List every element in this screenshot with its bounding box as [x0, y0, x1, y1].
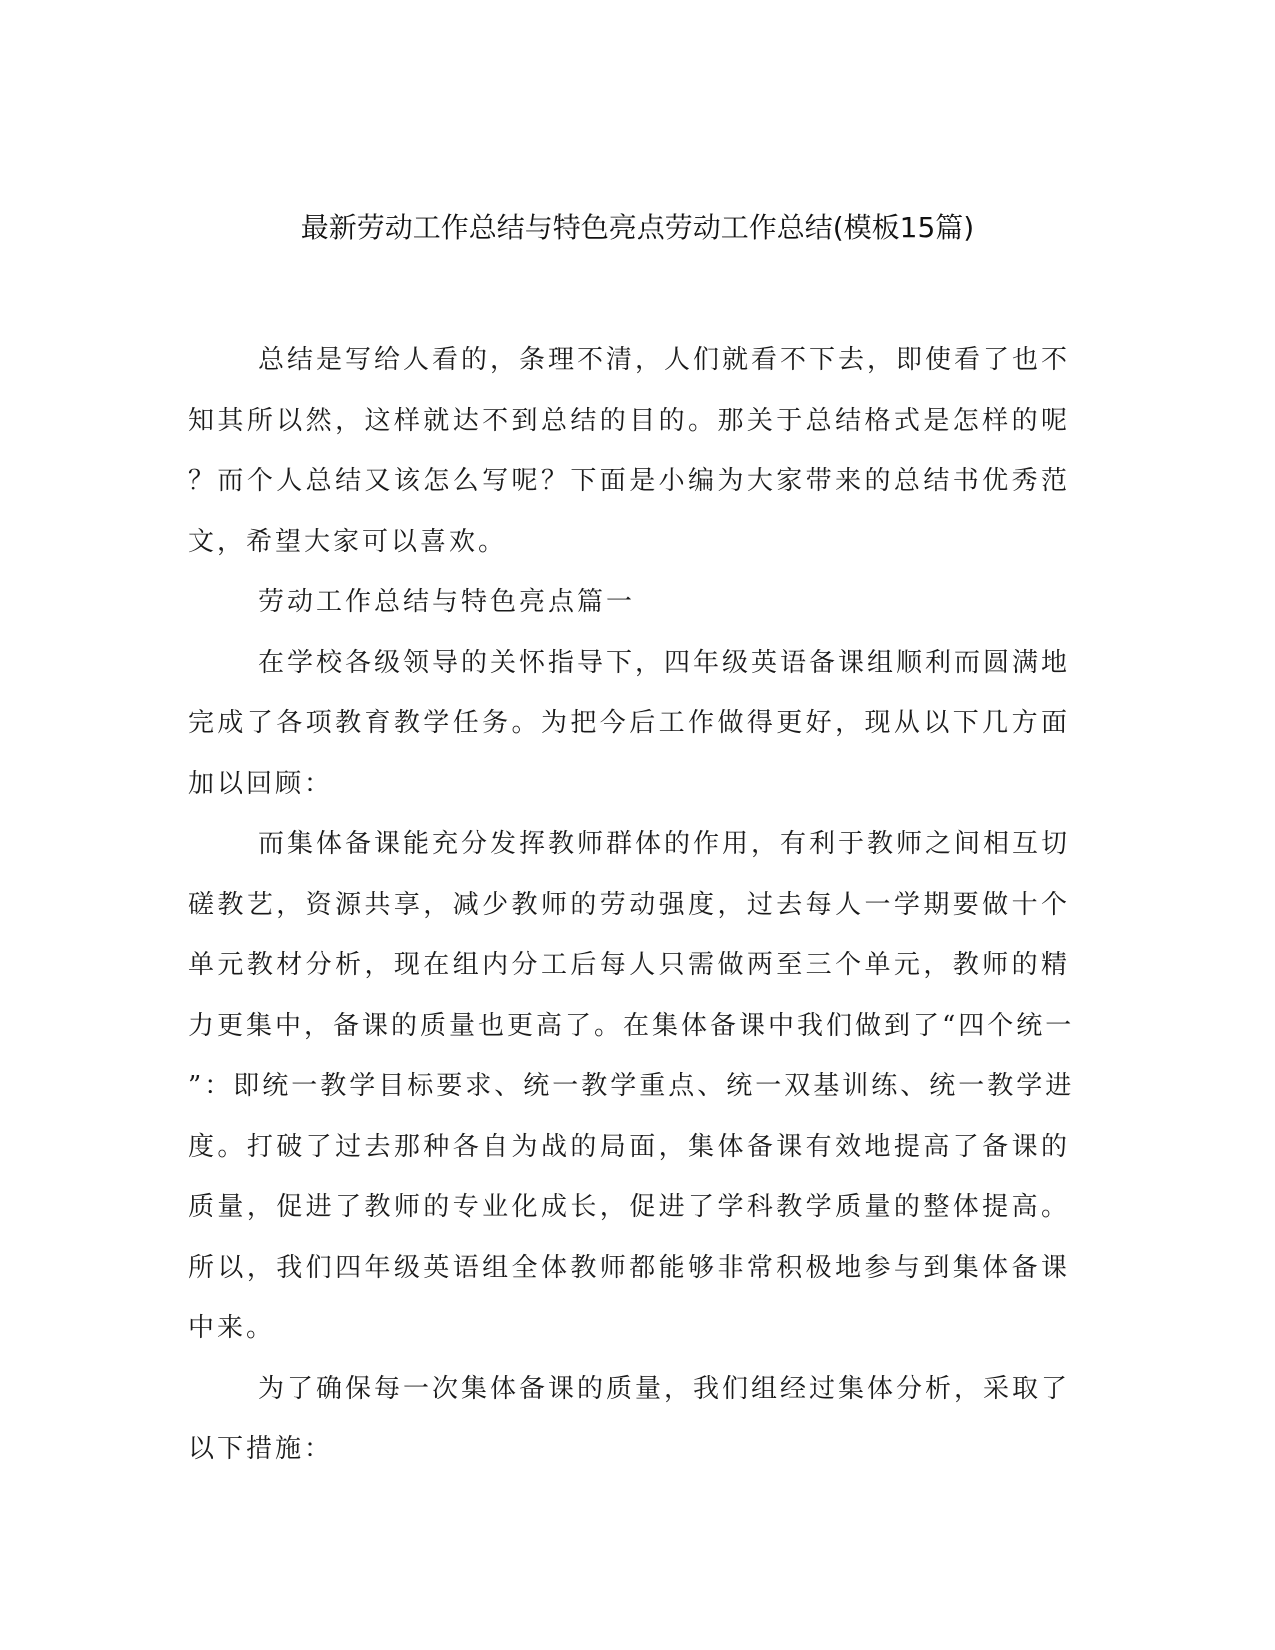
text-line: 总结是写给人看的，条理不清，人们就看不下去，即使看了也不 — [258, 345, 1071, 375]
text-line: 磋教艺，资源共享，减少教师的劳动强度，过去每人一学期要做十个 — [188, 889, 1070, 920]
paragraph — [188, 633, 1070, 815]
text-line: 完成了各项教育教学任务。为把今后工作做得更好，现从以下几方面 — [188, 708, 1070, 738]
section-heading — [188, 572, 1070, 633]
document-body — [188, 330, 1075, 1480]
text-line: 劳动工作总结与特色亮点篇一 — [258, 587, 636, 617]
paragraph — [188, 1359, 1070, 1480]
text-line: 单元教材分析，现在组内分工后每人只需做两至三个单元，教师的精 — [188, 950, 1070, 980]
text-line: 而集体备课能充分发挥教师群体的作用，有利于教师之间相互切 — [258, 829, 1071, 859]
text-line: 知其所以然，这样就达不到总结的目的。那关于总结格式是怎样的呢 — [188, 405, 1070, 436]
text-line: 文，希望大家可以喜欢。 — [188, 526, 508, 557]
text-line: 所以，我们四年级英语组全体教师都能够非常积极地参与到集体备课 — [188, 1252, 1070, 1283]
text-line: 在学校各级领导的关怀指导下，四年级英语备课组顺利而圆满地 — [258, 647, 1071, 678]
document-title: 最新劳动工作总结与特色亮点劳动工作总结(模板15篇) — [300, 211, 975, 244]
text-line: ？而个人总结又该怎么写呢？下面是小编为大家带来的总结书优秀范 — [188, 466, 1070, 496]
text-line: 加以回顾： — [188, 768, 334, 799]
text-line: ”：即统一教学目标要求、统一教学重点、统一双基训练、统一教学进 — [188, 1071, 1075, 1101]
text-line: 度。打破了过去那种各自为战的局面，集体备课有效地提高了备课的 — [188, 1131, 1070, 1162]
text-line: 力更集中，备课的质量也更高了。在集体备课中我们做到了“四个统一 — [188, 1010, 1075, 1041]
paragraph-intro — [188, 330, 1070, 572]
text-line: 中来。 — [188, 1313, 276, 1343]
text-line: 质量，促进了教师的专业化成长，促进了学科教学质量的整体提高。 — [188, 1192, 1070, 1222]
text-line: 为了确保每一次集体备课的质量，我们组经过集体分析，采取了 — [258, 1373, 1071, 1404]
text-line: 以下措施： — [188, 1434, 334, 1464]
paragraph — [188, 814, 1075, 1359]
